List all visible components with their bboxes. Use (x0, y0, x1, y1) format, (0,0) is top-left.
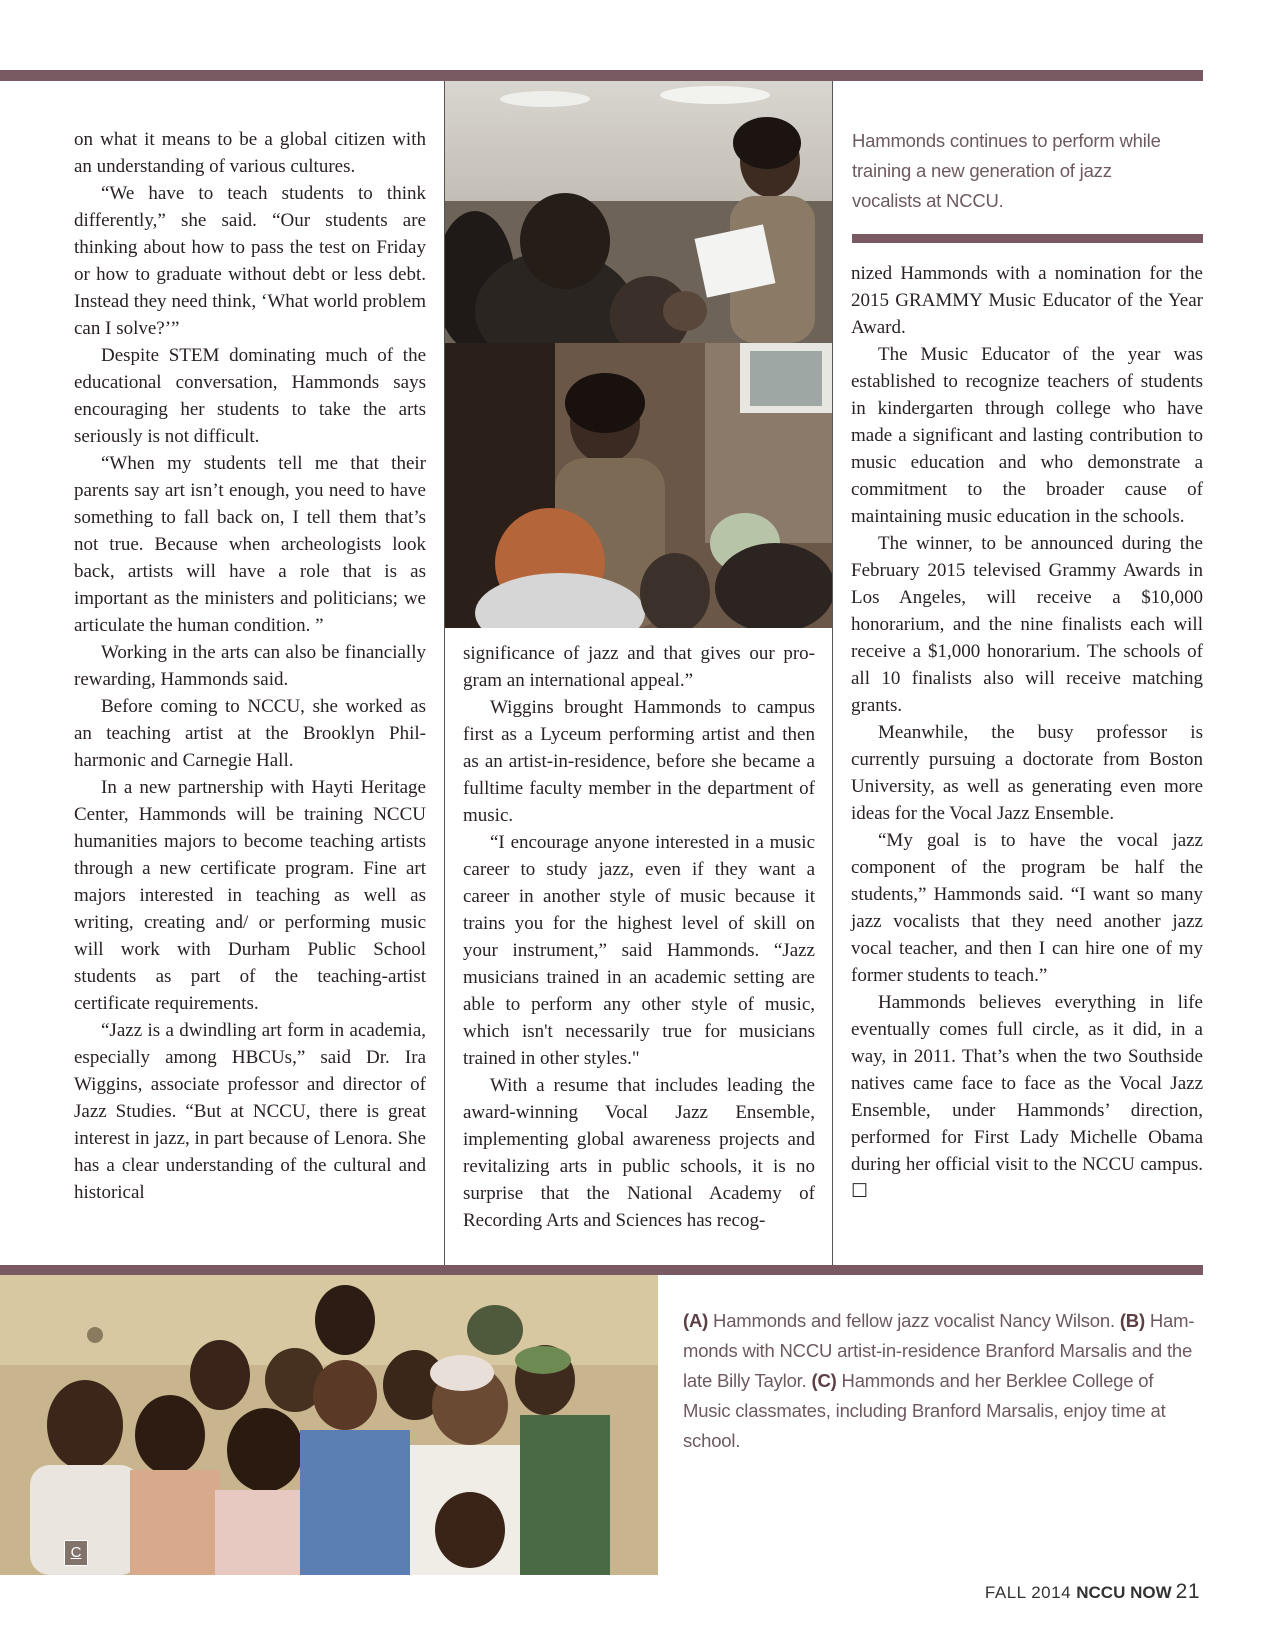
caption-text-c: Hammonds and her Berklee College of Music classmates, including Branford Marsalis, enjoy time at school. (683, 1370, 1166, 1451)
paragraph-text: Hammonds believes everything in life eventually comes full circle, as it did, in a way, in 2011. That’s when the two Southside natives came face to face as the Vocal Jazz Ensemble, under Hammonds’ direction, performed for First Lady Michelle Obama during her official visit to the NCCU campus. (851, 992, 1203, 1175)
paragraph: The winner, to be announced during the February 2015 televised Grammy Awards in Los Angeles, will receive a $10,000 honorarium, and the nine finalists each will receive a $1,000 honorarium. The schools of all 10 finalists also will receive matching grants. (851, 533, 1203, 716)
caption-text-b: Hammonds with NCCU artist-in-residence Branford Marsalis and the late Billy Taylor. (683, 1310, 1195, 1391)
paragraph: nized Hammonds with a nomination for the 2015 GRAMMY Music Educator of the Year Award. (851, 263, 1203, 338)
article-column-2 (463, 640, 815, 1234)
paragraph: “Jazz is a dwindling art form in academia, especially among HBCUs,” said Dr. Ira Wiggins, associate professor and director of Jazz Studies. “But at NCCU, there is great interest in jazz, in part because of Lenora. She has a clear understanding of the cultural and historical (74, 1020, 426, 1203)
paragraph: “My goal is to have the vocal jazz component of the program be half the students,” Hammonds said. “I want so many jazz vocalists that they need another jazz vocal teacher, and then I can hire one of my former students to teach.” (851, 830, 1203, 986)
paragraph: on what it means to be a global citizen with an understanding of various cultures. (74, 129, 426, 177)
paragraph: significance of jazz and that gives our program an international appeal.” (463, 643, 815, 691)
paragraph: Meanwhile, the busy professor is currently pursuing a doctorate from Boston University, as well as generating even more ideas for the Vocal Jazz Ensemble. (851, 722, 1203, 824)
paragraph: Before coming to NCCU, she worked as an teaching artist at the Brooklyn Philharmonic and Carnegie Hall. (74, 696, 426, 771)
paragraph: “I encourage anyone interested in a music career to study jazz, even if they want a career in another style of music because it trains you for the highest level of skill on your instrument,” said Hammonds. “Jazz musicians trained in an academic setting are able to perform any other style of music, which isn't necessarily true for musicians trained in other styles." (463, 832, 815, 1069)
photo-classroom-top (445, 81, 832, 343)
photo-caption-top: Hammonds continues to perform while training a new generation of jazz vocalists at NCCU. (852, 130, 1161, 211)
caption-text-a: Hammonds and fellow jazz vocalist Nancy Wilson. (708, 1310, 1120, 1331)
photo-classroom-bottom-image (445, 343, 832, 628)
caption-label-c: (C) (811, 1370, 837, 1391)
caption-rule (852, 234, 1203, 243)
photo-berklee-classmates-image (0, 1275, 658, 1575)
article-column-1 (74, 126, 426, 1206)
paragraph: “When my students tell me that their parents say art isn’t enough, you need to have something to fall back on, I tell them that’s not true. Because when archeologists look back, artists will have a role that is as important as the ministers and politicians; we articulate the human condition. ” (74, 453, 426, 636)
paragraph (851, 989, 1203, 1205)
paragraph: Despite STEM dominating much of the educational conversation, Hammonds says encouraging her students to take the arts seriously is not difficult. (74, 345, 426, 447)
page-footer (985, 1580, 1200, 1604)
paragraph: “We have to teach students to think differently,” she said. “Our students are thinking about how to pass the test on Friday or how to graduate without debt or less debt. Instead they need think, ‘What world problem can I solve?’” (74, 183, 426, 339)
footer-season: FALL 2014 (984, 1583, 1077, 1602)
page-number: 21 (1175, 1580, 1200, 1603)
footer-brand: NCCU NOW (1076, 1583, 1172, 1602)
paragraph: Working in the arts can also be financially rewarding, Hammonds said. (74, 642, 426, 690)
top-rule (0, 70, 1203, 81)
column-divider-right (832, 81, 833, 1265)
photo-classroom-top-image (445, 81, 832, 343)
photo-classroom-bottom (445, 343, 832, 628)
caption-label-a: (A) (683, 1310, 709, 1331)
paragraph: Wiggins brought Hammonds to campus first as a Lyceum performing artist and then as an artist-in-residence, before she became a fulltime faculty member in the department of music. (463, 697, 815, 826)
caption-label-b: (B) (1119, 1310, 1145, 1331)
photo-caption-bottom (683, 1306, 1203, 1456)
paragraph: With a resume that includes leading the award-winning Vocal Jazz Ensemble, implementing global awareness projects and revitalizing arts in public schools, it is no surprise that the National Academy of Recording Arts and Sciences has recog- (463, 1075, 815, 1231)
article-column-3 (851, 260, 1203, 1205)
photo-berklee-classmates (0, 1275, 658, 1575)
end-mark-icon: ☐ (851, 1181, 869, 1202)
photo-label-c: C (64, 1540, 88, 1566)
paragraph: In a new partnership with Hayti Heritage Center, Hammonds will be training NCCU humanities majors to become teaching artists through a new certificate program. Fine art majors interested in teaching as well as writing, creating and/ or performing music will work with Durham Public School students as part of the teaching-artist certificate requirements. (74, 777, 426, 1014)
paragraph: The Music Educator of the year was established to recognize teachers of students in kindergarten through college who have made a significant and lasting contribution to music education and who demonstrate a commitment to the broader cause of maintaining music education in the schools. (851, 344, 1203, 527)
bottom-rule (0, 1265, 1203, 1275)
